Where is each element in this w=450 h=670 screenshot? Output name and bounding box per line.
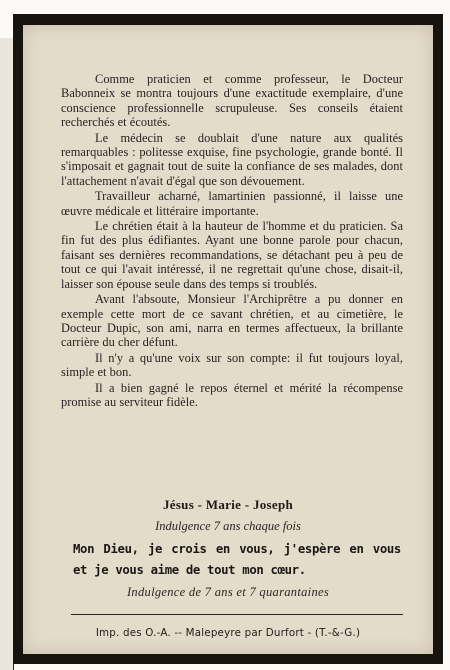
eulogy-text [61,72,403,410]
divider [71,614,403,615]
paragraph-7: Il a bien gagné le repos éternel et mérité la récompense promise au serviteur fidèle. [61,380,403,409]
paragraph-3: Travailleur acharné, lamartinien passionné, il laisse une œuvre médicale et littéraire importante. [61,189,403,218]
paragraph-4: Le chrétien était à la hauteur de l'homme et du praticien. Sa fin fut des plus édifiantes. Ayant une bonne parole pour chacun, faisant ses dernières recommandations, se détachant peu à peu de tout ce qui l'avait intéressé, il ne regrettait qu'une chose, disait-il, laisser son épouse seule dans des temps si troublés. [61,219,403,291]
indulgence-note-1: Indulgence 7 ans chaque fois [155,519,301,533]
memorial-card [13,14,443,664]
paragraph-5: Avant l'absoute, Monsieur l'Archiprêtre a pu donner en exemple cette mort de ce savant chrétien, et au cimetière, le Docteur Dupic, son ami, narra en termes affectueux, la brillante carrière du cher défunt. [61,292,403,350]
scan-background-strip [0,38,14,670]
paragraph-6: Il n'y a qu'une voix sur son compte: il fut toujours loyal, simple et bon. [61,350,403,380]
invocation: Jésus - Marie - Joseph [162,497,294,512]
card-paper [23,25,433,654]
paragraph-2: Le médecin se doublait d'une nature aux qualités remarquables : politesse exquise, fine psychologie, grande bonté. Il s'imposait et gagnait tout de suite la confiance de ses malades, dont l'attachement n'avait d'égal que son dévouement. [61,130,403,188]
printer-credit: Imp. des O.-A. -- Malepeyre par Durfort - (T.-&-G.) [95,627,361,639]
indulgence-note-2: Indulgence de 7 ans et 7 quarantaines [126,585,330,599]
paragraph-1: Comme praticien et comme professeur, le Docteur Babonneix se montra toujours d'une exactitude exemplaire, d'une conscience professionnelle scrupuleuse. Ses conseils étaient recherchés et écoutés. [61,72,403,130]
prayer-text: Mon Dieu, je crois en vous, j'espère en vous et je vous aime de tout mon cœur. [73,542,401,577]
